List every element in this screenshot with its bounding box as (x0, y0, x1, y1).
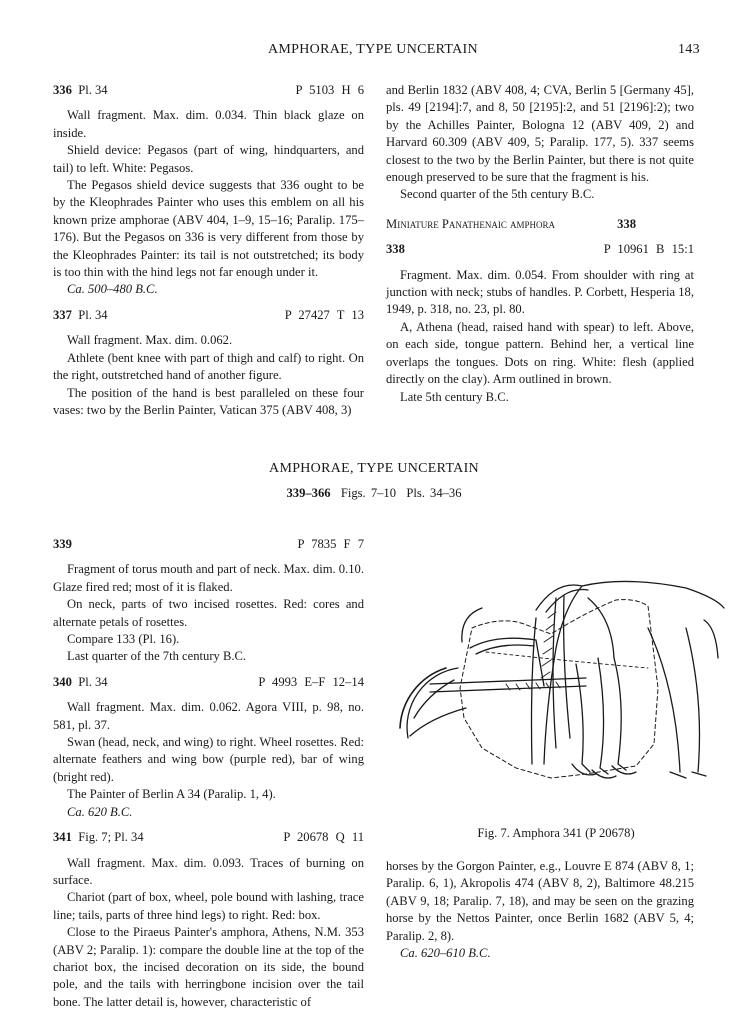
section-subtitle (0, 486, 748, 501)
entry-336-head (53, 82, 364, 99)
figure-7-caption: Fig. 7. Amphora 341 (P 20678) (477, 826, 635, 840)
entry-339-subject: On neck, parts of two incised rosettes. Red: cores and alternate petals of rosettes. (53, 597, 364, 629)
entry-341-head (53, 829, 364, 846)
entry-339-description: Fragment of torus mouth and part of neck. Max. dim. 0.10. Glaze fired red; most of it is flaked. (53, 562, 364, 594)
entry-341-date: Ca. 620–610 B.C. (400, 946, 491, 961)
section-title: Miniature Panathenaic amphora (386, 216, 555, 231)
entry-337-date: Second quarter of the 5th century B.C. (400, 187, 595, 202)
entry-336-commentary: The Pegasos shield device suggests that 336 ought to be by the Kleophrades Painter who uses this emblem on all his known prize amphorae (ABV 404, 1–9, 15–16; Paralip. 175–176). But the Pegasos on 336 is very different from those by the Kleophrades Painter: its tail is not outstretched; its body is too thin with the hind legs not far enough under it. (53, 178, 364, 280)
entry-338-description: Fragment. Max. dim. 0.054. From shoulder with ring at junction with neck; stubs of handles. P. Corbett, Hesperia 18, 1949, p. 318, no. 23, pl. 80. (386, 267, 694, 317)
entry-plate: Pl. 34 (78, 674, 108, 689)
entry-341-commentary-continued: horses by the Gorgon Painter, e.g., Louvre E 874 (ABV 8, 1; Paralip. 6, 1), Akropolis 474 (ABV 8, 2), Baltimore 48.215 (ABV 9, 18; Paralip. 7, 18), and may be seen on the grazing horse by the Nettos Painter, once Berlin 1682 (ABV 5, 4; Paralip. 2, 8). (386, 859, 694, 943)
entry-337-commentary: The position of the hand is best paralleled on these four vases: two by the Berlin Painter, Vatican 375 (ABV 408, 3) (53, 385, 364, 417)
amphora-fragment-illustration (386, 568, 726, 818)
figure-7-drawing (386, 568, 726, 818)
entry-number: 338 (386, 242, 405, 257)
entry-reference: P 10961 B 15:1 (603, 242, 694, 257)
entry-338-head (386, 241, 694, 258)
entry-336-description: Wall fragment. Max. dim. 0.034. Thin black glaze on inside. (53, 108, 364, 140)
entry-339-comparison: Compare 133 (Pl. 16). (67, 632, 180, 647)
entry-number: 339 (53, 537, 72, 551)
entry-340-date: Ca. 620 B.C. (67, 804, 133, 819)
plate-range: Pls. 34–36 (406, 486, 462, 500)
page-number: 143 (678, 42, 700, 57)
entry-number: 337 (53, 307, 72, 322)
entry-337-head (53, 307, 364, 324)
entry-338-date: Late 5th century B.C. (400, 389, 509, 404)
catalog-range: 339–366 (286, 486, 331, 500)
entry-336-subject: Shield device: Pegasos (part of wing, hindquarters, and tail) to left. White: Pegasos. (53, 143, 364, 175)
entry-number: 340 (53, 674, 72, 689)
entry-number: 336 (53, 83, 72, 97)
section-heading (386, 216, 694, 233)
entry-341-commentary: Close to the Piraeus Painter's amphora, Athens, N.M. 353 (ABV 2; Paralip. 1): compare the double line at the top of the chariot box, the incised decoration on its side, the bound pole, and the tails with herringbone incision over the tail bone. The latter detail is, however, characteristic of (53, 925, 364, 1009)
section-main-title: AMPHORAE, TYPE UNCERTAIN (269, 461, 479, 476)
left-column-top (53, 82, 364, 419)
entry-339-head (53, 536, 364, 553)
entry-plate: Fig. 7; Pl. 34 (78, 830, 144, 845)
entry-340-attribution: The Painter of Berlin A 34 (Paralip. 1, 4). (67, 787, 276, 802)
entry-number: 341 (53, 830, 72, 845)
entry-341-description: Wall fragment. Max. dim. 0.093. Traces of burning on surface. (53, 855, 364, 887)
entry-340-head (53, 674, 364, 691)
entry-337-description: Wall fragment. Max. dim. 0.062. (67, 333, 233, 348)
entry-340-subject: Swan (head, neck, and wing) to right. Wheel rosettes. Red: alternate feathers and wing bow (purple red), bar of wing (bright red). (53, 735, 364, 784)
entry-338-subject: A, Athena (head, raised hand with spear) to left. Above, on each side, tongue pattern. Behind her, a vertical line overlaps the tongues. Dots on ring. White: flesh (applied directly on the clay). Arm outlined in brown. (386, 319, 694, 387)
entry-339-date: Last quarter of the 7th century B.C. (67, 649, 247, 664)
entry-337-subject: Athlete (bent knee with part of thigh and calf) to right. On the right, outstretched hand of another figure. (53, 350, 364, 383)
entry-reference: P 27427 T 13 (284, 307, 364, 322)
entry-341-subject: Chariot (part of box, wheel, pole bound with lashing, trace line; tails, parts of three hind legs) to right. Red: box. (53, 890, 364, 922)
right-column-bottom (386, 858, 694, 962)
entry-reference: P 5103 H 6 (295, 83, 364, 97)
entry-336-date: Ca. 500–480 B.C. (67, 282, 158, 297)
figure-range: Figs. 7–10 (340, 486, 397, 500)
entry-reference: P 7835 F 7 (297, 537, 364, 551)
left-column-bottom (53, 536, 364, 1011)
running-head-title: AMPHORAE, TYPE UNCERTAIN (268, 42, 478, 57)
entry-340-description: Wall fragment. Max. dim. 0.062. Agora VIII, p. 98, no. 581, pl. 37. (53, 700, 364, 732)
section-number: 338 (617, 216, 636, 231)
entry-reference: P 20678 Q 11 (283, 830, 364, 845)
entry-plate: Pl. 34 (78, 307, 108, 322)
entry-plate: Pl. 34 (78, 83, 108, 97)
entry-reference: P 4993 E–F 12–14 (258, 674, 364, 689)
entry-337-commentary-continued: and Berlin 1832 (ABV 408, 4; CVA, Berlin 5 [Germany 45], pls. 49 [2194]:7, and 8, 50 [2195]:2, and 51 [2196]:2); two by the Achilles Painter, Bologna 12 (ABV 409, 2) and Harvard 60.309 (ABV 409, 5; Paralip. 177, 5). 337 seems closest to the two by the Berlin Painter, but there is not quite enough preserved to be sure that the fragment is his. (386, 83, 694, 185)
right-column-top (386, 82, 694, 406)
